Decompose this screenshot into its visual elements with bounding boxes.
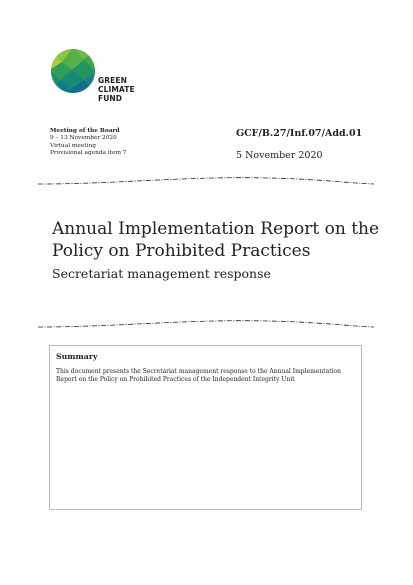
report-subtitle: Secretariat management response (52, 266, 271, 281)
meeting-dates: 9 – 13 November 2020 (50, 135, 117, 142)
logo-line-3: FUND (98, 94, 123, 103)
meeting-agenda: Provisional agenda item 7 (50, 149, 127, 156)
logo-line-2: CLIMATE (98, 85, 135, 94)
summary-text: This document presents the Secretariat management response to the Annual Implementation Report on the Policy on Prohibited Practices of the Independent Integrity Unit (56, 368, 342, 383)
summary-box (49, 345, 362, 510)
report-title: Annual Implementation Report on the Policy on Prohibited Practices (52, 219, 380, 261)
document-reference: GCF/B.27/Inf.07/Add.01 (236, 128, 363, 139)
meeting-info (50, 128, 126, 157)
gcf-logo (50, 48, 145, 110)
meeting-format: Virtual meeting (50, 142, 96, 149)
document-date: 5 November 2020 (236, 150, 323, 161)
globe-logo-icon (50, 48, 96, 94)
logo-wordmark (98, 76, 135, 103)
logo-line-1: GREEN (98, 76, 127, 85)
summary-heading: Summary (56, 352, 98, 361)
meeting-title: Meeting of the Board (50, 128, 120, 134)
wave-divider-bottom (38, 318, 374, 330)
wave-divider-top (38, 175, 374, 187)
